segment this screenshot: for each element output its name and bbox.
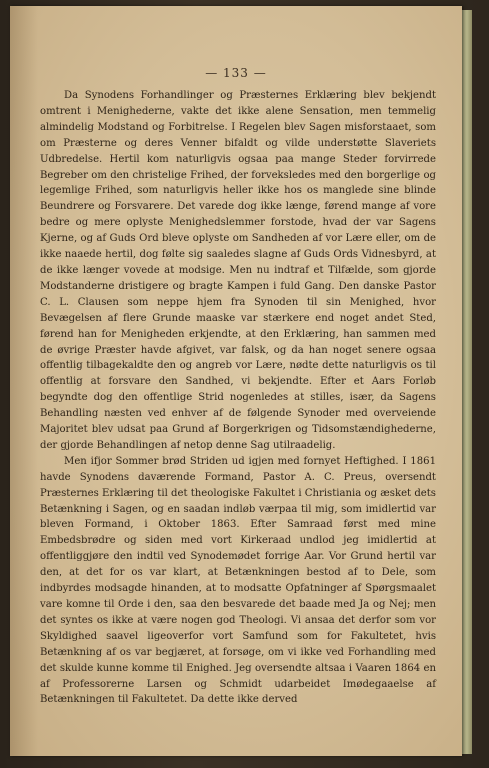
book-page <box>10 6 462 756</box>
page-gutter-shadow <box>10 6 38 756</box>
paragraph-2: Men ifjor Sommer brød Striden ud igjen med fornyet Heftighed. I 1861 havde Synodens daværende Formand, Pastor A. C. Preus, oversendt Præsternes Erklæring til det theologiske Fakultet i Christiania og æsket dets Betænkning i Sagen, og en saadan indløb værpaa til mig, som imidlertid var bleven Formand, i Oktober 1863. Efter Samraad først med mine Embedsbrødre og siden med vort Kirkeraad undlod jeg imidlertid at offentliggjøre den indtil ved Synodemødet forrige Aar. Vor Grund hertil var den, at det for os var klart, at Betænkningen bestod af to Dele, som indbyrdes modsagde hinanden, at to modsatte Opfatninger af Spørgsmaalet vare komne til Orde i den, saa den besvarede det baade med Ja og Nej; men det syntes os ikke at være nogen god Theologi. Vi ansaa det derfor som vor Skyldighed saavel ligeoverfor vort Samfund som for Fakultetet, hvis Betænkning af os var begjæret, at forsøge, om vi ikke ved Forhandling med det skulde kunne komme til Enighed. Jeg oversendte altsaa i Vaaren 1864 en af Professorerne Larsen og Schmidt udarbeidet Imødegaaelse af Betænkningen til Fakultetet. Da dette ikke derved <box>40 455 436 706</box>
page-edge <box>462 10 472 754</box>
body-text <box>40 88 436 708</box>
page-number: — 133 — <box>205 66 267 80</box>
paragraph-1: Da Synodens Forhandlinger og Præsternes Erklæring blev bekjendt omtrent i Menighederne, vakte det ikke alene Sensation, men temmelig almindelig Modstand og Forbitrelse. I Regelen blev Sagen misforstaaet, som om Præsterne og deres Venner bifaldt og vilde understøtte Slaveriets Udbredelse. Hertil kom naturligvis ogsaa paa mange Steder forvirrede Begreber om den christelige Frihed, der forveksledes med den borgerlige og legemlige Frihed, som naturligvis heller ikke hos os manglede sine blinde Beundrere og Forsvarere. Det varede dog ikke længe, førend mange af vore bedre og mere oplyste Menighedslemmer forstode, hvad der var Sagens Kjerne, og af Guds Ord bleve oplyste om Sandheden af vor Lære eller, om de ikke naaede hertil, dog følte sig saaledes slagne af Guds Ords Vidnesbyrd, at de ikke længer vovede at modsige. Men nu indtraf et Tilfælde, som gjorde Modstanderne dristigere og bragte Kampen i fuld Gang. Den danske Pastor C. L. Clausen som neppe hjem fra Synoden til sin Menighed, hvor Bevægelsen af flere Grunde maaske var stærkere end noget andet Sted, førend han for Menigheden erkjendte, at den Erklæring, han sammen med de øvrige Præster havde afgivet, var falsk, og da han noget senere ogsaa offentlig tilbagekaldte den og angreb vor Lære, nødte dette naturligvis os til offentlig at forsvare den Sandhed, vi bekjendte. Efter et Aars Forløb begyndte dog den offentlige Strid nogenledes at stilles, især, da Sagens Behandling næsten ved enhver af de følgende Synoder med overveiende Majoritet blev udsat paa Grund af Borgerkrigen og Tidsomstændighederne, der gjorde Behandlingen af netop denne Sag utilraadelig. <box>40 90 436 451</box>
